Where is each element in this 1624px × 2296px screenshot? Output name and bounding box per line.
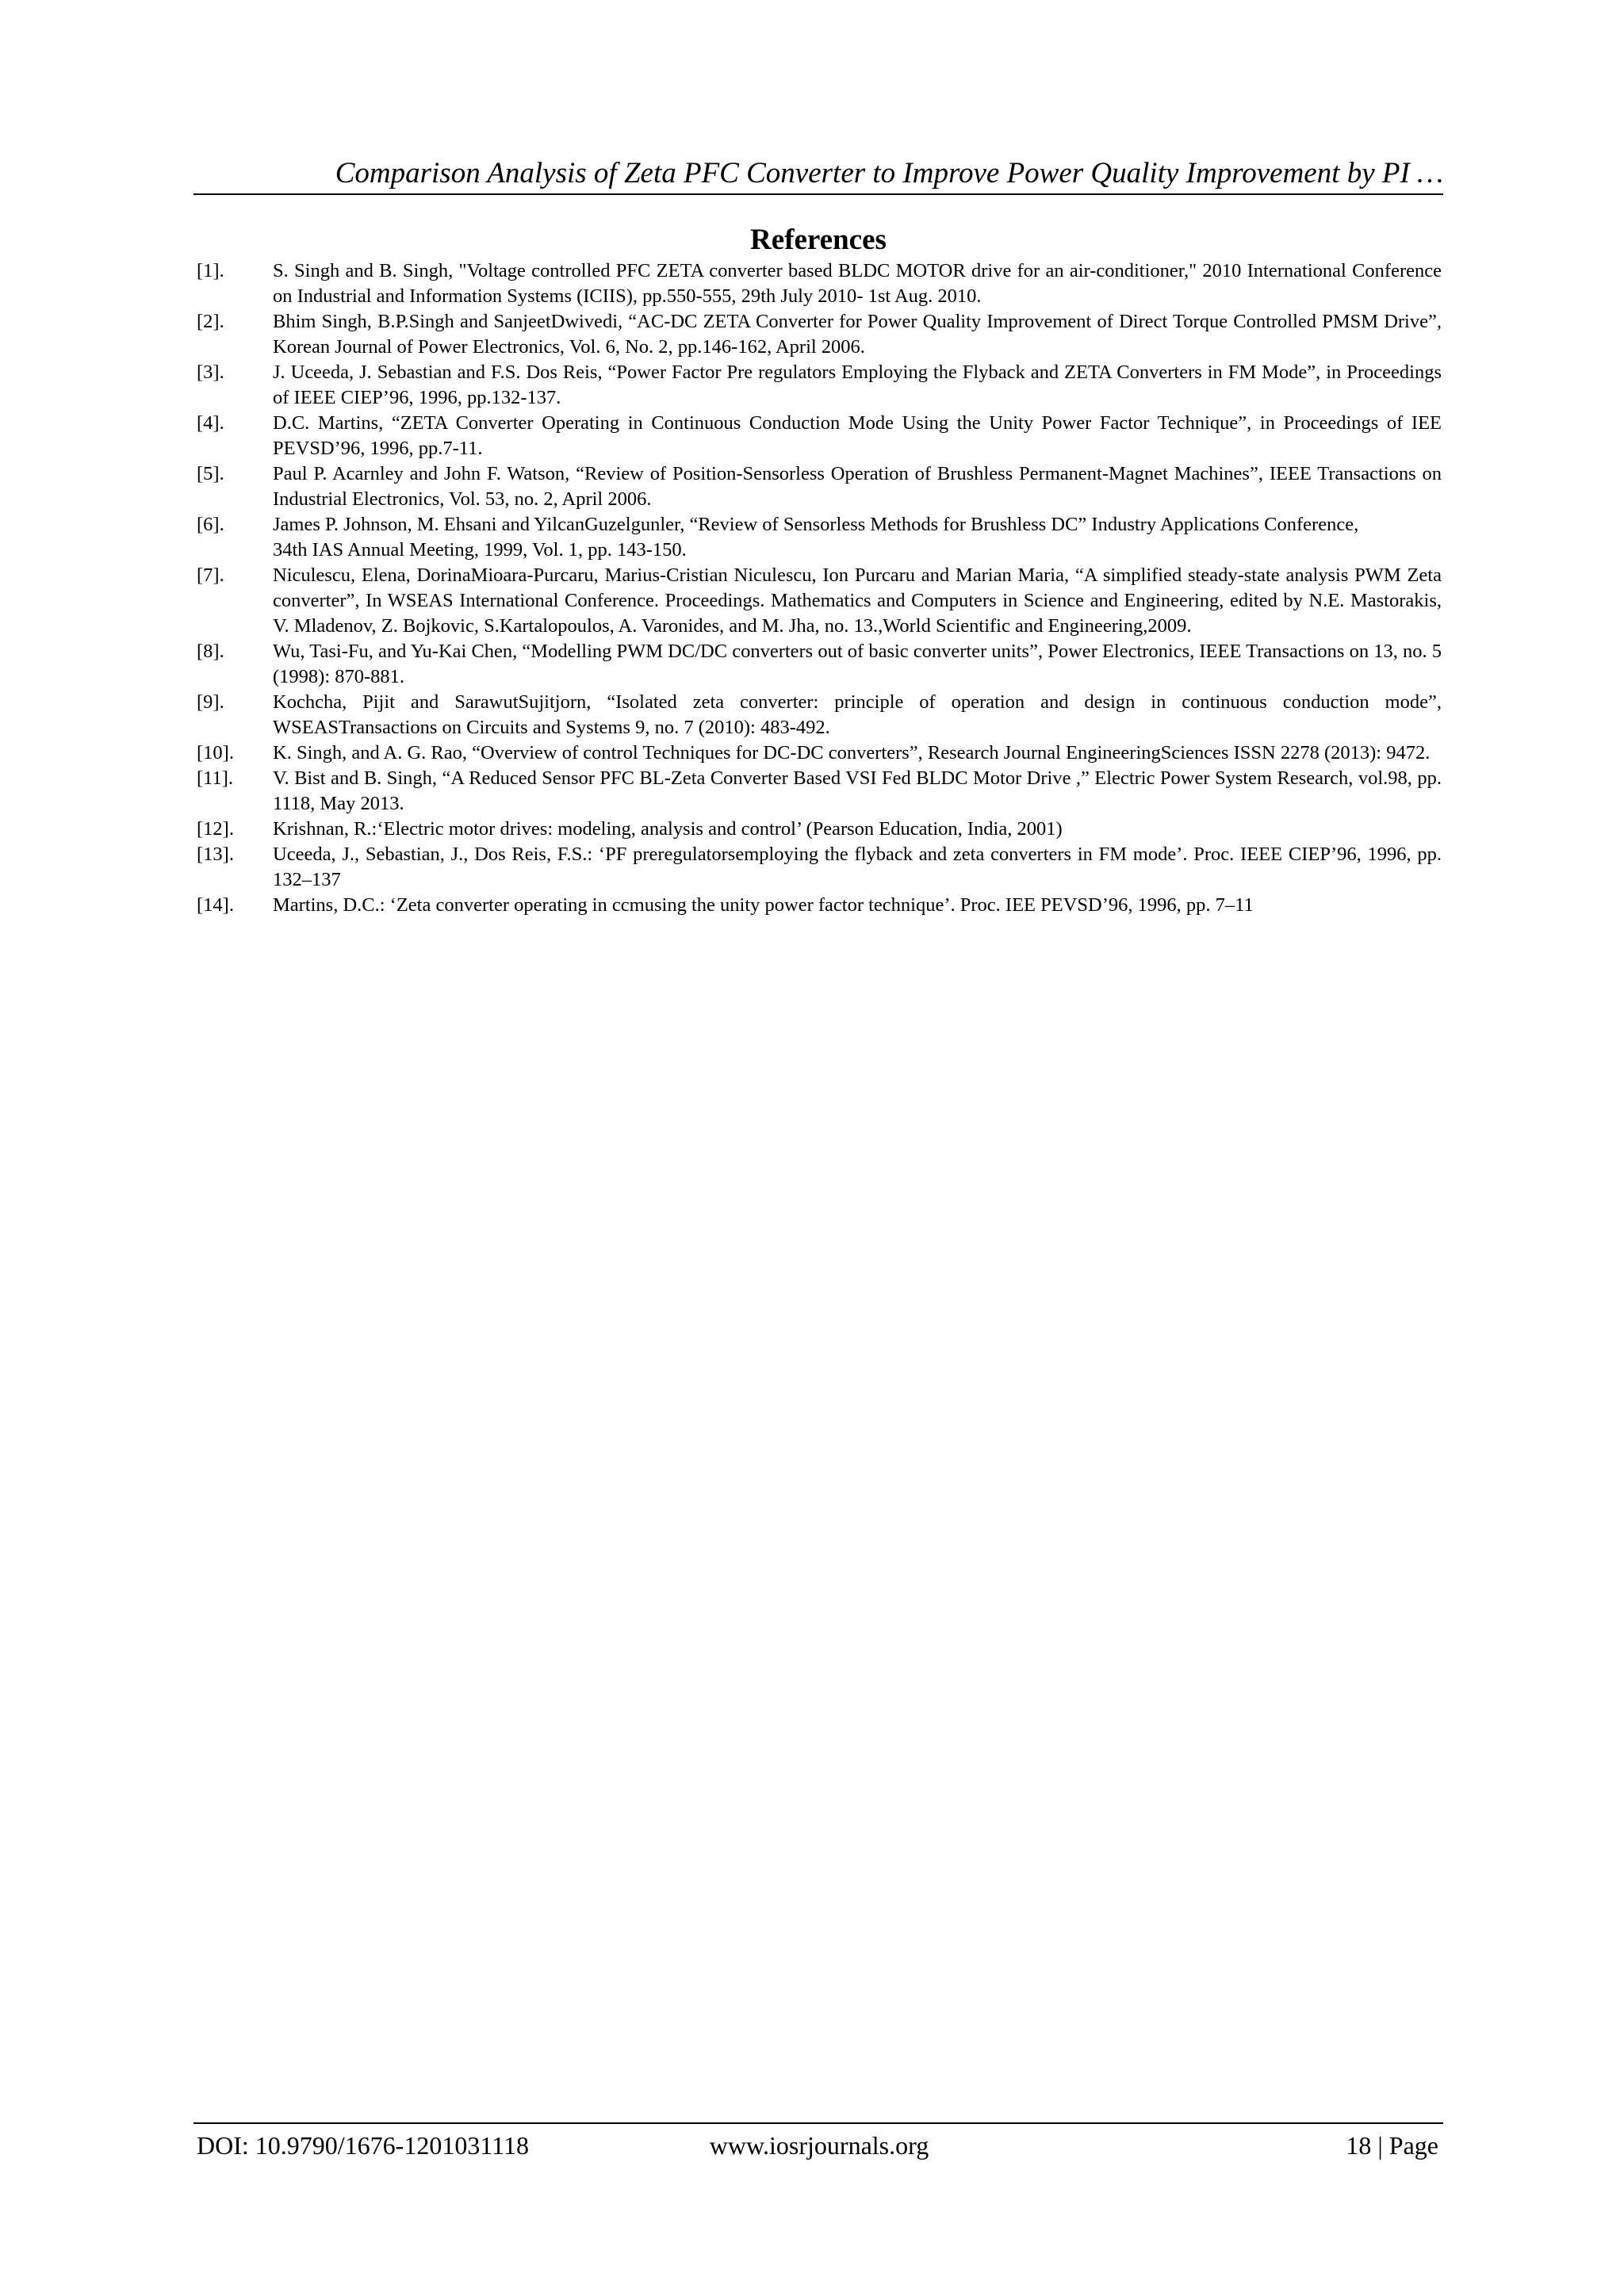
reference-number: [6]. <box>197 514 224 535</box>
reference-number: [5]. <box>197 463 224 484</box>
reference-text: Wu, Tasi-Fu, and Yu-Kai Chen, “Modelling PWM DC/DC converters out of basic converter units”, Power Electronics, IEEE Transactions on 13, no. 5 (1998): 870-881. <box>273 641 1442 687</box>
header-divider <box>193 193 1443 195</box>
reference-item-12 <box>197 817 1442 842</box>
reference-item-11 <box>197 766 1442 817</box>
reference-text-continued: 34th IAS Annual Meeting, 1999, Vol. 1, pp. 143-150. <box>273 539 687 561</box>
reference-text: Bhim Singh, B.P.Singh and SanjeetDwivedi, “AC-DC ZETA Converter for Power Quality Improvement of Direct Torque Controlled PMSM Drive”, Korean Journal of Power Electronics, Vol. 6, No. 2, pp.146-162, April 2006. <box>273 311 1442 358</box>
reference-item-2 <box>197 309 1442 360</box>
reference-item-13 <box>197 842 1442 893</box>
footer-divider <box>193 2122 1443 2124</box>
reference-number: [14]. <box>197 894 234 916</box>
reference-item-1 <box>197 258 1442 309</box>
reference-number: [2]. <box>197 311 224 332</box>
reference-item-10 <box>197 740 1442 766</box>
reference-text: Krishnan, R.:‘Electric motor drives: modeling, analysis and control’ (Pearson Education, India, 2001) <box>273 818 1063 840</box>
reference-text: D.C. Martins, “ZETA Converter Operating in Continuous Conduction Mode Using the Unity Power Factor Technique”, in Proceedings of IEE PEVSD’96, 1996, pp.7-11. <box>273 412 1442 459</box>
reference-item-4 <box>197 411 1442 461</box>
reference-item-7 <box>197 563 1442 639</box>
reference-text: J. Uceeda, J. Sebastian and F.S. Dos Reis, “Power Factor Pre regulators Employing the Flyback and ZETA Converters in FM Mode”, in Proceedings of IEEE CIEP’96, 1996, pp.132-137. <box>273 362 1442 408</box>
reference-number: [12]. <box>197 818 234 840</box>
footer-doi: DOI: 10.9790/1676-1201031118 <box>197 2131 529 2160</box>
reference-number: [1]. <box>197 260 224 281</box>
reference-item-8 <box>197 639 1442 690</box>
reference-item-14 <box>197 893 1442 918</box>
reference-number: [11]. <box>197 767 234 789</box>
reference-number: [4]. <box>197 412 224 434</box>
reference-number: [9]. <box>197 691 224 713</box>
reference-text: Martins, D.C.: ‘Zeta converter operating in ccmusing the unity power factor technique’. Proc. IEE PEVSD’96, 1996, pp. 7–11 <box>273 894 1254 916</box>
footer-page-number: 18 | Page <box>1346 2131 1438 2160</box>
reference-number: [13]. <box>197 844 234 865</box>
reference-text: Niculescu, Elena, DorinaMioara-Purcaru, Marius-Cristian Niculescu, Ion Purcaru and Marian Maria, “A simplified steady-state analysis PWM Zeta converter”, In WSEAS International Conference. Proceedings. Mathematics and Computers in Science and Engineering, edited by N.E. Mastorakis, V. Mladenov, Z. Bojkovic, S.Kartalopoulos, A. Varonides, and M. Jha, no. 13.,World Scientific and Engineering,2009. <box>273 564 1442 637</box>
reference-item-9 <box>197 690 1442 740</box>
reference-number: [3]. <box>197 362 224 383</box>
reference-number: [10]. <box>197 742 234 763</box>
reference-text: K. Singh, and A. G. Rao, “Overview of control Techniques for DC-DC converters”, Research Journal EngineeringSciences ISSN 2278 (2013): 9472. <box>273 742 1431 763</box>
references-heading: References <box>750 224 887 256</box>
reference-item-5 <box>197 461 1442 512</box>
reference-text-block <box>273 512 1442 563</box>
reference-text: S. Singh and B. Singh, "Voltage controlled PFC ZETA converter based BLDC MOTOR drive for an air-conditioner," 2010 International Conference on Industrial and Information Systems (ICIIS), pp.550-555, 29th July 2010- 1st Aug. 2010. <box>273 260 1442 307</box>
reference-list <box>197 258 1442 918</box>
page-footer <box>197 2128 1442 2163</box>
running-header: Comparison Analysis of Zeta PFC Converter to Improve Power Quality Improvement by PI … <box>335 157 1443 189</box>
reference-text: V. Bist and B. Singh, “A Reduced Sensor PFC BL-Zeta Converter Based VSI Fed BLDC Motor Drive ,” Electric Power System Research, vol.98, pp. 1118, May 2013. <box>273 767 1442 814</box>
reference-text: James P. Johnson, M. Ehsani and YilcanGuzelgunler, “Review of Sensorless Methods for Brushless DC” Industry Applications Conference, <box>273 514 1359 535</box>
reference-number: [8]. <box>197 641 224 662</box>
reference-text: Uceeda, J., Sebastian, J., Dos Reis, F.S.: ‘PF preregulatorsemploying the flyback and zeta converters in FM mode’. Proc. IEEE CIEP’96, 1996, pp. 132–137 <box>273 844 1442 890</box>
footer-website: www.iosrjournals.org <box>709 2131 929 2160</box>
reference-item-6 <box>197 512 1442 563</box>
reference-item-3 <box>197 360 1442 411</box>
reference-text: Paul P. Acarnley and John F. Watson, “Review of Position-Sensorless Operation of Brushless Permanent-Magnet Machines”, IEEE Transactions on Industrial Electronics, Vol. 53, no. 2, April 2006. <box>273 463 1442 510</box>
reference-text: Kochcha, Pijit and SarawutSujitjorn, “Isolated zeta converter: principle of operation and design in continuous conduction mode”, WSEASTransactions on Circuits and Systems 9, no. 7 (2010): 483-492. <box>273 691 1442 738</box>
reference-number: [7]. <box>197 564 224 586</box>
